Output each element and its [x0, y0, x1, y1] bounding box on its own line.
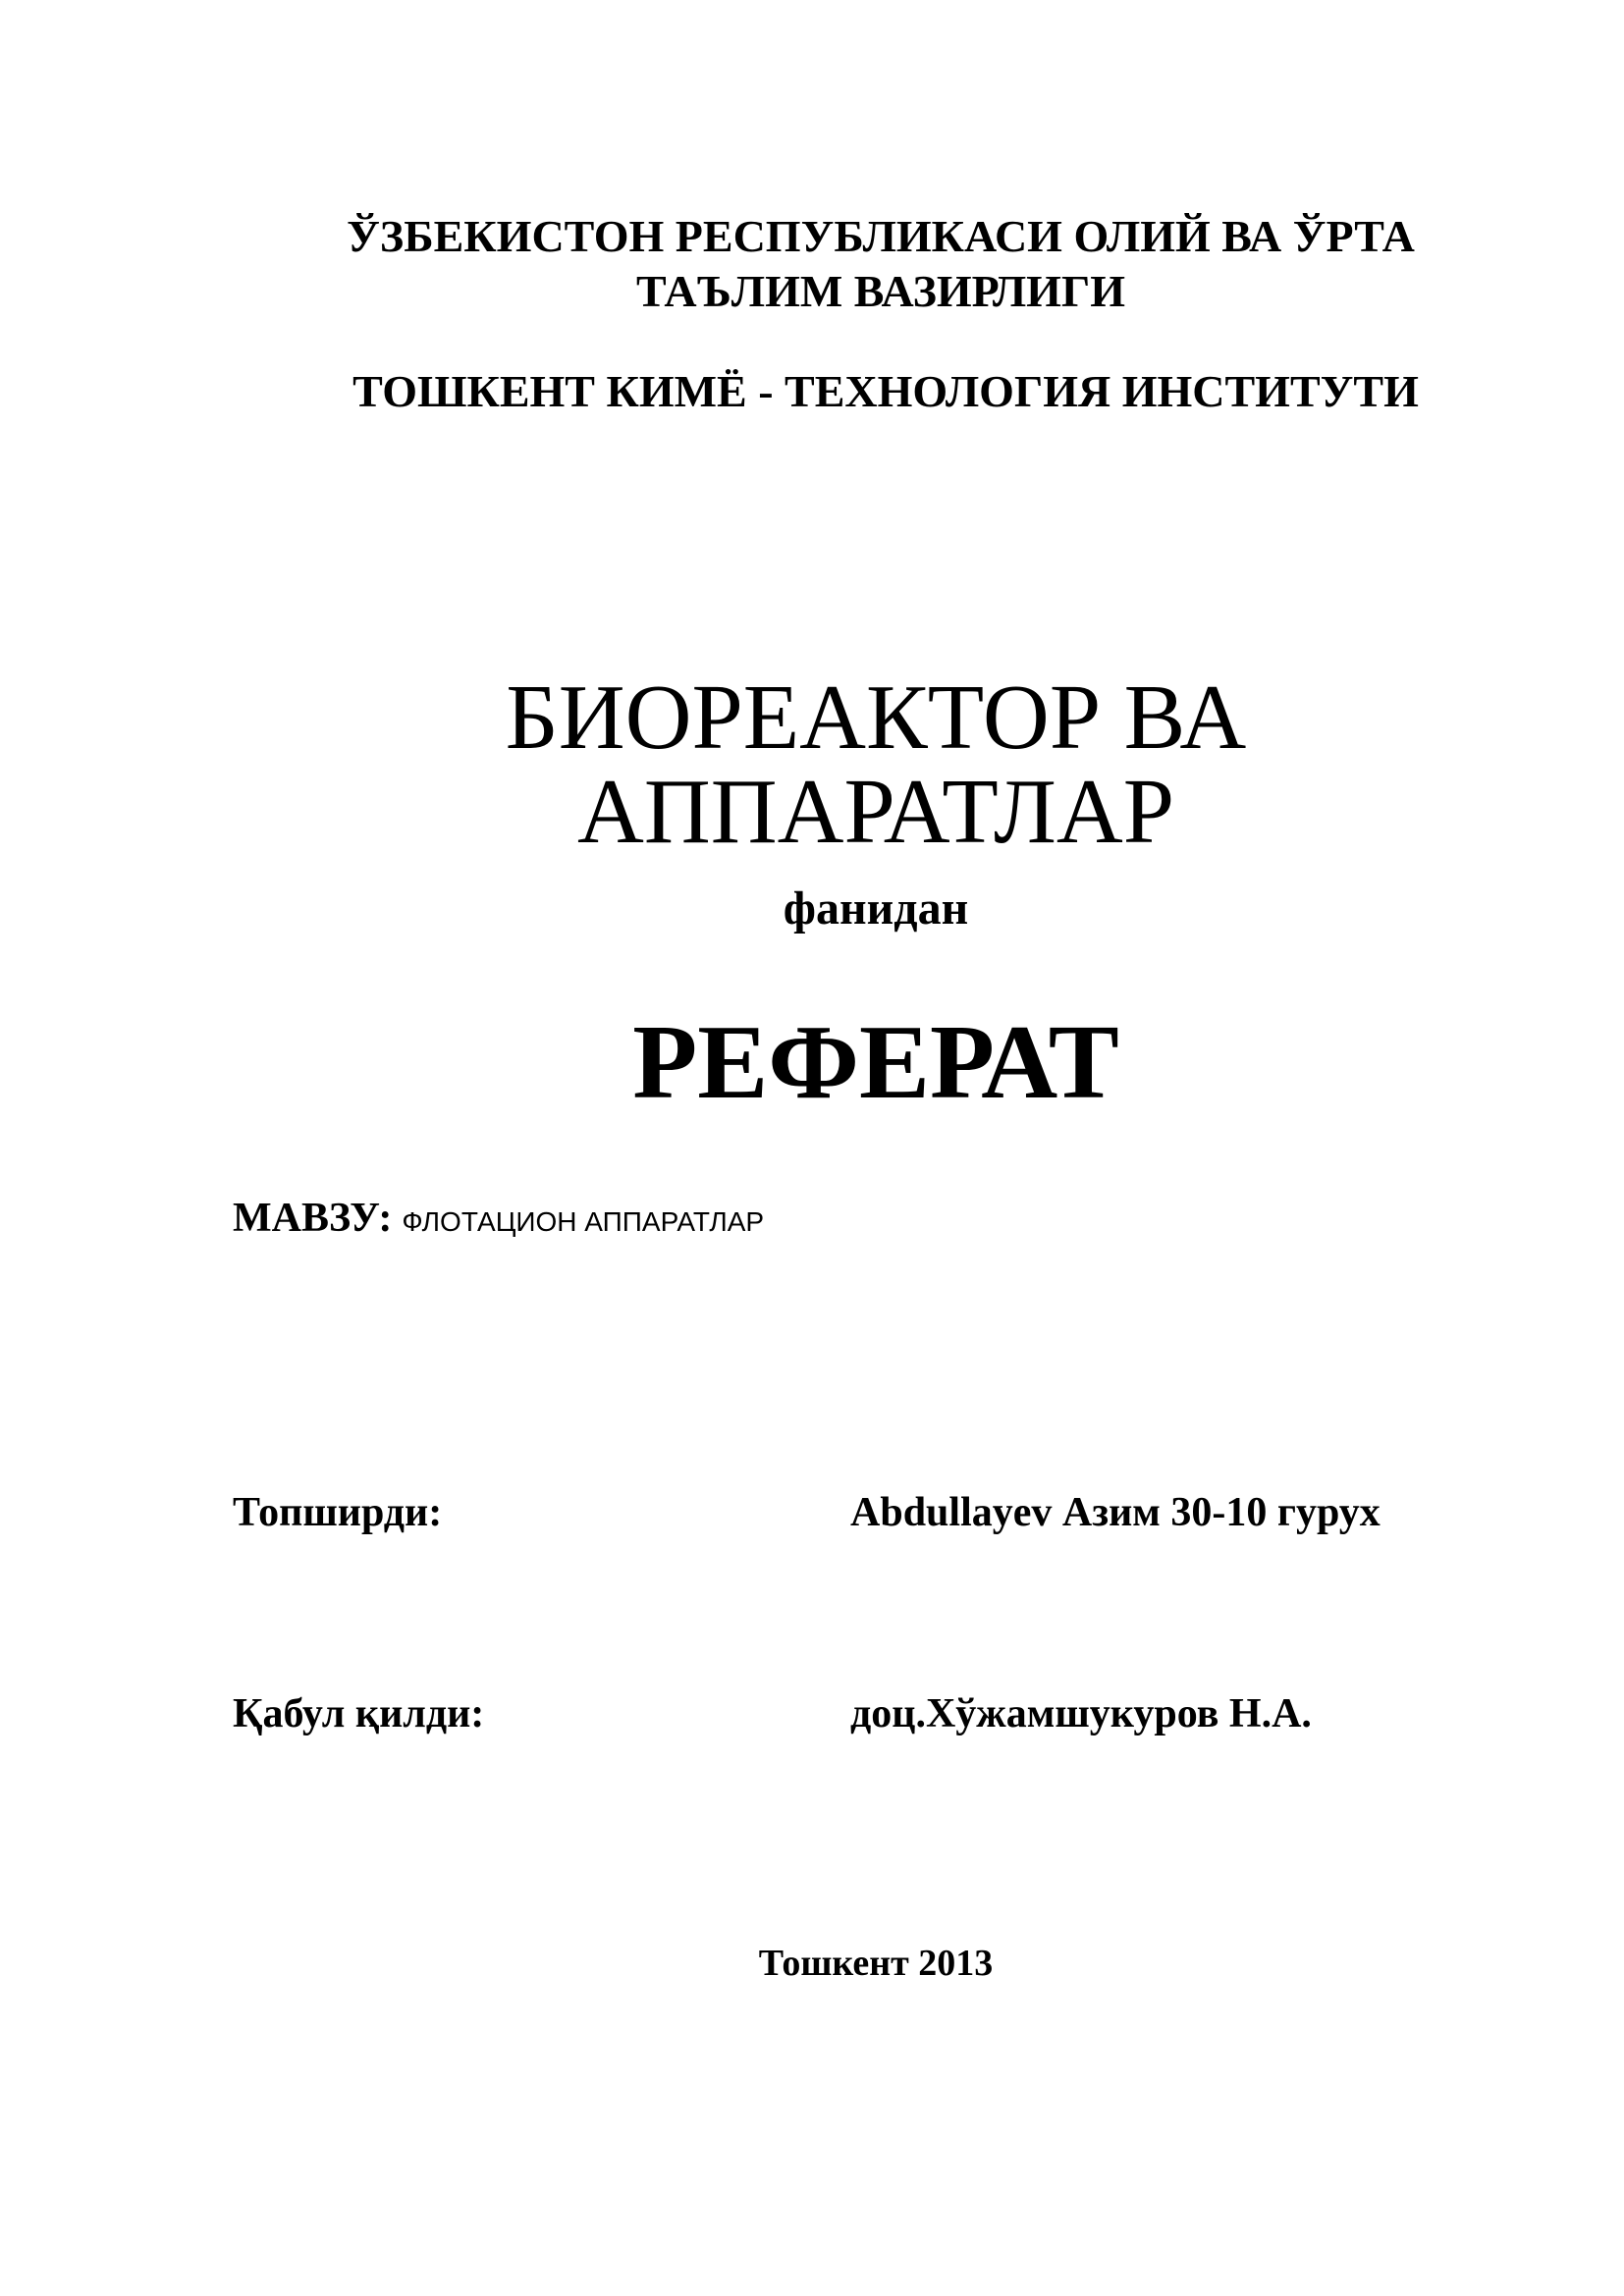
subject-title-line-1: БИОРЕАКТОР ВА — [505, 667, 1247, 769]
subject-title-line-2: АППАРАТЛАР — [576, 761, 1175, 863]
accepted-label: Қабул қилди: — [233, 1691, 485, 1736]
ministry-heading — [0, 209, 1624, 319]
subject-suffix: фанидан — [783, 882, 969, 934]
accepted-value: доц.Хўжамшукуров Н.А. — [850, 1691, 1312, 1736]
institute-name: ТОШКЕНТ КИМЁ - ТЕХНОЛОГИЯ ИНСТИТУТИ — [352, 366, 1419, 416]
submitted-label: Топширди: — [233, 1490, 443, 1535]
topic-value: ФЛОТАЦИОН АППАРАТЛАР — [402, 1206, 765, 1237]
document-type: РЕФЕРАТ — [632, 1004, 1119, 1121]
submitted-value: Abdullayev Азим 30-10 гурух — [850, 1490, 1380, 1535]
subject-title — [0, 667, 1624, 863]
topic-line — [233, 1194, 764, 1247]
topic-label: МАВЗУ: — [233, 1196, 393, 1241]
ministry-line-2: ТАЪЛИМ ВАЗИРЛИГИ — [635, 266, 1125, 316]
footer-city-year: Тошкент 2013 — [758, 1943, 994, 1984]
ministry-line-1: ЎЗБЕКИСТОН РЕСПУБЛИКАСИ ОЛИЙ ВА ЎРТА — [347, 211, 1415, 261]
